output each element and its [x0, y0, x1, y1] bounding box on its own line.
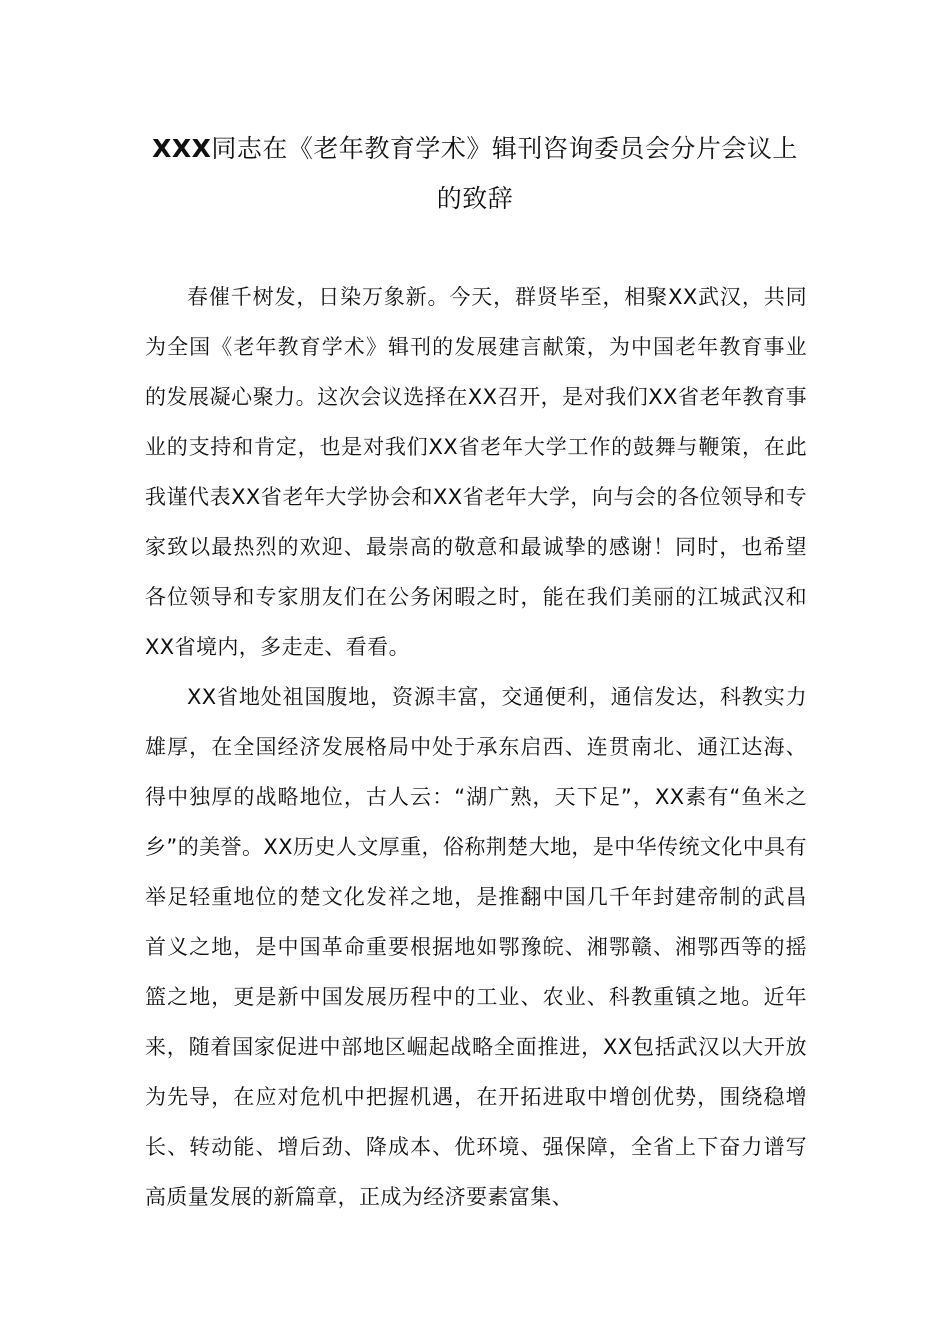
title-name-placeholder: XXX — [152, 134, 212, 163]
document-title — [145, 124, 805, 224]
title-text: 同志在《老年教育学术》辑刊咨询委员会分片会议上的致辞 — [211, 134, 798, 213]
document-body — [145, 272, 807, 1222]
paragraph-province-overview: XX省地处祖国腹地，资源丰富，交通便利，通信发达，科教实力雄厚，在全国经济发展格局中处于承东启西、连贯南北、通江达海、得中独厚的战略地位，古人云：“湖广熟，天下足”，XX素有“鱼米之乡”的美誉。XX历史人文厚重，俗称荆楚大地，是中华传统文化中具有举足轻重地位的楚文化发祥之地，是推翻中国几千年封建帝制的武昌首义之地，是中国革命重要根据地如鄂豫皖、湘鄂赣、湘鄂西等的摇篮之地，更是新中国发展历程中的工业、农业、科教重镇之地。近年来，随着国家促进中部地区崛起战略全面推进，XX包括武汉以大开放为先导，在应对危机中把握机遇，在开拓进取中增创优势，围绕稳增长、转动能、增后劲、降成本、优环境、强保障，全省上下奋力谱写高质量发展的新篇章，正成为经济要素富集、 — [145, 685, 807, 1209]
paragraph-welcome: 春催千树发，日染万象新。今天，群贤毕至，相聚XX武汉，共同为全国《老年教育学术》辑刊的发展建言献策，为中国老年教育事业的发展凝心聚力。这次会议选择在XX召开，是对我们XX省老年教育事业的支持和肯定，也是对我们XX省老年大学工作的鼓舞与鞭策，在此我谨代表XX省老年大学协会和XX省老年大学，向与会的各位领导和专家致以最热烈的欢迎、最崇高的敬意和最诚挚的感谢！同时，也希望各位领导和专家朋友们在公务闲暇之时，能在我们美丽的江城武汉和XX省境内，多走走、看看。 — [145, 285, 807, 659]
